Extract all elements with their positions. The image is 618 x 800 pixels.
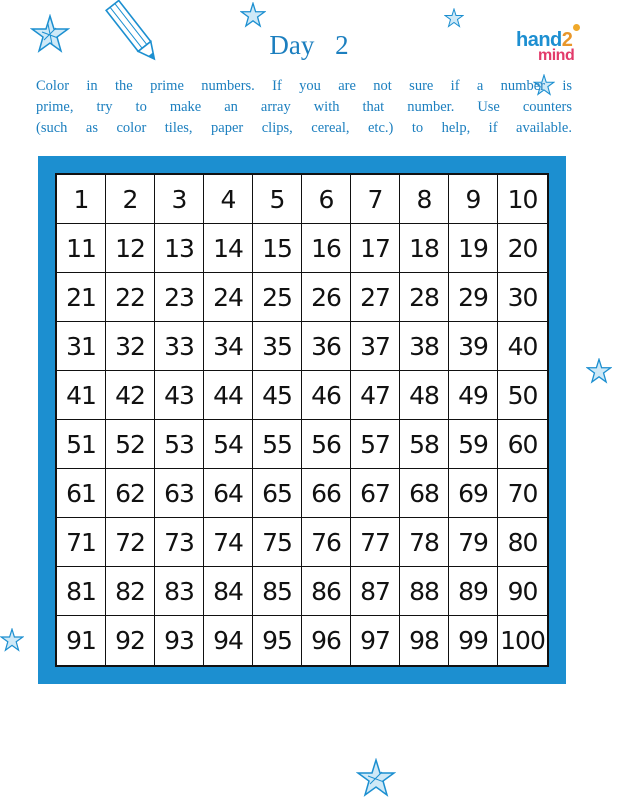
number-cell[interactable]: 20 [498,224,547,273]
star-icon [356,758,396,798]
number-cell[interactable]: 31 [57,322,106,371]
number-cell[interactable]: 23 [155,273,204,322]
number-cell[interactable]: 90 [498,567,547,616]
number-cell[interactable]: 66 [302,469,351,518]
number-cell[interactable]: 61 [57,469,106,518]
number-cell[interactable]: 29 [449,273,498,322]
number-cell[interactable]: 36 [302,322,351,371]
number-cell[interactable]: 17 [351,224,400,273]
number-cell[interactable]: 34 [204,322,253,371]
number-cell[interactable]: 18 [400,224,449,273]
number-cell[interactable]: 70 [498,469,547,518]
number-cell[interactable]: 92 [106,616,155,665]
number-cell[interactable]: 77 [351,518,400,567]
number-cell[interactable]: 86 [302,567,351,616]
number-cell[interactable]: 65 [253,469,302,518]
star-icon [444,8,464,28]
number-cell[interactable]: 51 [57,420,106,469]
number-cell[interactable]: 11 [57,224,106,273]
number-cell[interactable]: 80 [498,518,547,567]
number-cell[interactable]: 96 [302,616,351,665]
number-cell[interactable]: 9 [449,175,498,224]
number-cell[interactable]: 63 [155,469,204,518]
number-cell[interactable]: 85 [253,567,302,616]
number-cell[interactable]: 95 [253,616,302,665]
number-cell[interactable]: 54 [204,420,253,469]
brand-logo [516,30,596,70]
number-cell[interactable]: 53 [155,420,204,469]
number-cell[interactable]: 71 [57,518,106,567]
number-cell[interactable]: 46 [302,371,351,420]
number-cell[interactable]: 88 [400,567,449,616]
number-cell[interactable]: 67 [351,469,400,518]
number-cell[interactable]: 39 [449,322,498,371]
number-cell[interactable]: 56 [302,420,351,469]
number-cell[interactable]: 91 [57,616,106,665]
number-cell[interactable]: 74 [204,518,253,567]
number-cell[interactable]: 99 [449,616,498,665]
number-cell[interactable]: 64 [204,469,253,518]
number-cell[interactable]: 22 [106,273,155,322]
number-cell[interactable]: 42 [106,371,155,420]
number-cell[interactable]: 12 [106,224,155,273]
number-cell[interactable]: 52 [106,420,155,469]
number-cell[interactable]: 89 [449,567,498,616]
number-cell[interactable]: 98 [400,616,449,665]
logo-text-2: 2 [561,29,573,51]
number-cell[interactable]: 1 [57,175,106,224]
number-cell[interactable]: 41 [57,371,106,420]
number-cell[interactable]: 16 [302,224,351,273]
number-cell[interactable]: 78 [400,518,449,567]
number-cell[interactable]: 100 [500,626,545,655]
number-cell[interactable]: 15 [253,224,302,273]
number-cell[interactable]: 87 [351,567,400,616]
number-cell[interactable]: 8 [400,175,449,224]
number-cell[interactable]: 37 [351,322,400,371]
instruction-line: prime, try to make an array with that number. Use counters [36,99,572,115]
number-cell[interactable]: 44 [204,371,253,420]
number-cell[interactable]: 79 [449,518,498,567]
number-cell[interactable]: 14 [204,224,253,273]
number-cell[interactable]: 32 [106,322,155,371]
number-cell[interactable]: 48 [400,371,449,420]
number-cell[interactable]: 60 [498,420,547,469]
number-cell[interactable]: 26 [302,273,351,322]
number-cell[interactable]: 83 [155,567,204,616]
number-cell[interactable]: 62 [106,469,155,518]
number-cell[interactable]: 58 [400,420,449,469]
number-cell[interactable]: 3 [155,175,204,224]
number-cell[interactable]: 27 [351,273,400,322]
number-cell[interactable]: 33 [155,322,204,371]
page-title: Day 2 [269,30,349,60]
number-cell[interactable]: 72 [106,518,155,567]
number-cell[interactable]: 81 [57,567,106,616]
number-cell[interactable]: 21 [57,273,106,322]
number-cell[interactable]: 30 [498,273,547,322]
instruction-line: Color in the prime numbers. If you are not sure if a number is [36,78,572,94]
instructions [36,76,572,139]
number-cell[interactable]: 47 [351,371,400,420]
number-cell[interactable]: 97 [351,616,400,665]
number-cell[interactable]: 5 [253,175,302,224]
number-cell[interactable]: 68 [400,469,449,518]
number-cell[interactable]: 59 [449,420,498,469]
number-cell[interactable]: 19 [449,224,498,273]
number-cell[interactable]: 25 [253,273,302,322]
number-cell[interactable]: 50 [498,371,547,420]
number-cell[interactable]: 28 [400,273,449,322]
number-cell[interactable]: 13 [155,224,204,273]
number-cell[interactable]: 6 [302,175,351,224]
star-icon [0,628,24,652]
number-cell[interactable]: 57 [351,420,400,469]
number-cell[interactable]: 69 [449,469,498,518]
number-cell[interactable]: 4 [204,175,253,224]
hundreds-chart-frame [38,156,566,684]
number-cell[interactable]: 7 [351,175,400,224]
number-cell[interactable]: 49 [449,371,498,420]
number-cell[interactable]: 38 [400,322,449,371]
number-cell[interactable]: 35 [253,322,302,371]
number-cell[interactable]: 76 [302,518,351,567]
instruction-line: (such as color tiles, paper clips, cereal, etc.) to help, if available. [36,120,572,136]
number-cell[interactable]: 43 [155,371,204,420]
number-cell[interactable]: 40 [498,322,547,371]
number-cell[interactable]: 93 [155,616,204,665]
number-cell[interactable]: 45 [253,371,302,420]
number-cell[interactable]: 75 [253,518,302,567]
star-icon [240,2,266,28]
number-cell[interactable]: 55 [253,420,302,469]
logo-text-hand: hand [516,29,562,51]
logo-text-mind: mind [538,47,575,64]
hundreds-chart [55,173,549,667]
logo-dot-icon [573,24,580,31]
number-cell[interactable]: 82 [106,567,155,616]
number-cell[interactable]: 73 [155,518,204,567]
number-cell[interactable]: 10 [498,175,547,224]
number-cell[interactable]: 84 [204,567,253,616]
star-icon [586,358,612,384]
number-cell[interactable]: 2 [106,175,155,224]
number-cell[interactable]: 24 [204,273,253,322]
number-cell[interactable]: 94 [204,616,253,665]
